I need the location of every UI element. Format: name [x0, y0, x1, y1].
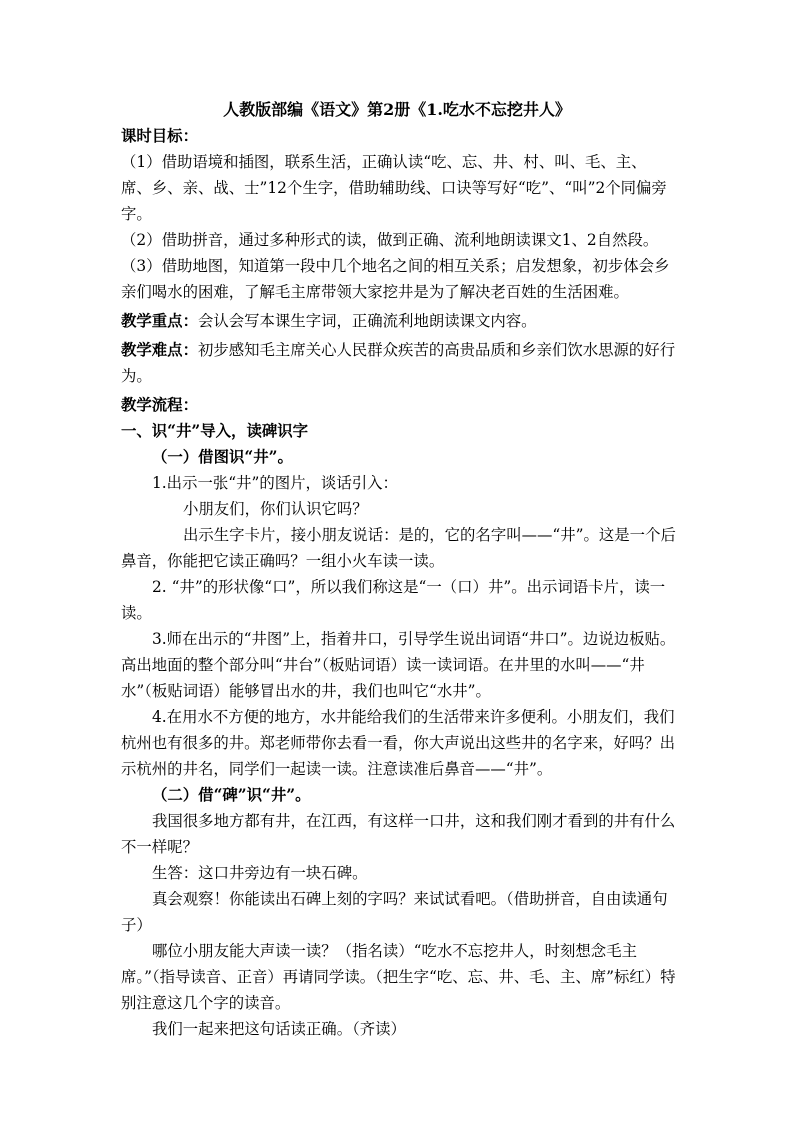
key-points-label: 教学重点： [121, 312, 198, 330]
step-1: 1.出示一张“井”的图片，谈话引入： [152, 474, 398, 492]
objectives-heading: 课时目标： [121, 127, 198, 145]
step-1-text: 出示生字卡片，接小朋友说话：是的，它的名字叫——“井”。这是一个后鼻音，你能把它读正确吗？一组小火车读一读。 [121, 526, 676, 570]
objective-item-3: （3）借助地图，知道第一段中几个地名之间的相互关系；启发想象，初步体会乡亲们喝水的困难，了解毛主席带领大家挖井是为了解决老百姓的生活困难。 [121, 257, 670, 301]
difficulties-label: 教学难点： [121, 341, 198, 359]
sub1-title: （一）借图识“井”。 [152, 448, 293, 466]
paragraph-3: 真会观察！你能读出石碑上刻的字吗？来试试看吧。（借助拼音，自由读通句子） [121, 890, 668, 934]
step-3: 3.师在出示的“井图”上，指着井口，引导学生说出词语“井口”。边说边板贴。高出地面的整个部分叫“井台”（板贴词语）读一读词语。在井里的水叫——“井水”（板贴词语）能够冒出水的井，我们也叫它“水井”。 [121, 630, 676, 700]
objective-item-2: （2）借助拼音，通过多种形式的读，做到正确、流利地朗读课文1、2自然段。 [121, 231, 659, 249]
document-body [121, 123, 676, 1042]
step-1-question: 小朋友们，你们认识它吗？ [183, 500, 368, 518]
objective-item-1: （1）借助语境和插图，联系生活，正确认读“吃、忘、井、村、叫、毛、主、席、乡、亲、战、士”12个生字，借助辅助线、口诀等写好“吃”、“叫”2个同偏旁字。 [121, 153, 667, 223]
document-title: 人教版部编《语文》第2册《1.吃水不忘挖井人》 [223, 100, 571, 119]
key-points [121, 308, 676, 334]
paragraph-5: 我们一起来把这句话读正确。（齐读） [152, 1020, 406, 1038]
paragraph-1: 我国很多地方都有井，在江西，有这样一口井，这和我们刚才看到的井有什么不一样呢？ [121, 812, 676, 856]
section1-title: 一、识“井”导入，读碑识字 [121, 422, 309, 440]
paragraph-2: 生答：这口井旁边有一块石碑。 [152, 864, 368, 882]
difficulties [121, 337, 676, 389]
step-2: 2. “井”的形状像“口”，所以我们称这是“一（口）井”。出示词语卡片，读一读。 [121, 578, 666, 622]
step-4: 4.在用水不方便的地方，水井能给我们的生活带来许多便利。小朋友们，我们杭州也有很多的井。郑老师带你去看一看，你大声说出这些井的名字来，好吗？出示杭州的井名，同学们一起读一读。注意读准后鼻音——“井”。 [121, 708, 676, 778]
paragraph-4: 哪位小朋友能大声读一读？（指名读）“吃水不忘挖井人，时刻想念毛主席。”（指导读音、正音）再请同学读。（把生字“吃、忘、井、毛、主、席”标红）特别注意这几个字的读音。 [121, 942, 676, 1012]
difficulties-text: 初步感知毛主席关心人民群众疾苦的高贵品质和乡亲们饮水思源的好行为。 [121, 341, 676, 385]
key-points-text: 会认会写本课生字词，正确流利地朗读课文内容。 [197, 312, 537, 330]
sub2-title: （二）借“碑”识“井”。 [152, 786, 311, 804]
process-heading: 教学流程： [121, 396, 198, 414]
